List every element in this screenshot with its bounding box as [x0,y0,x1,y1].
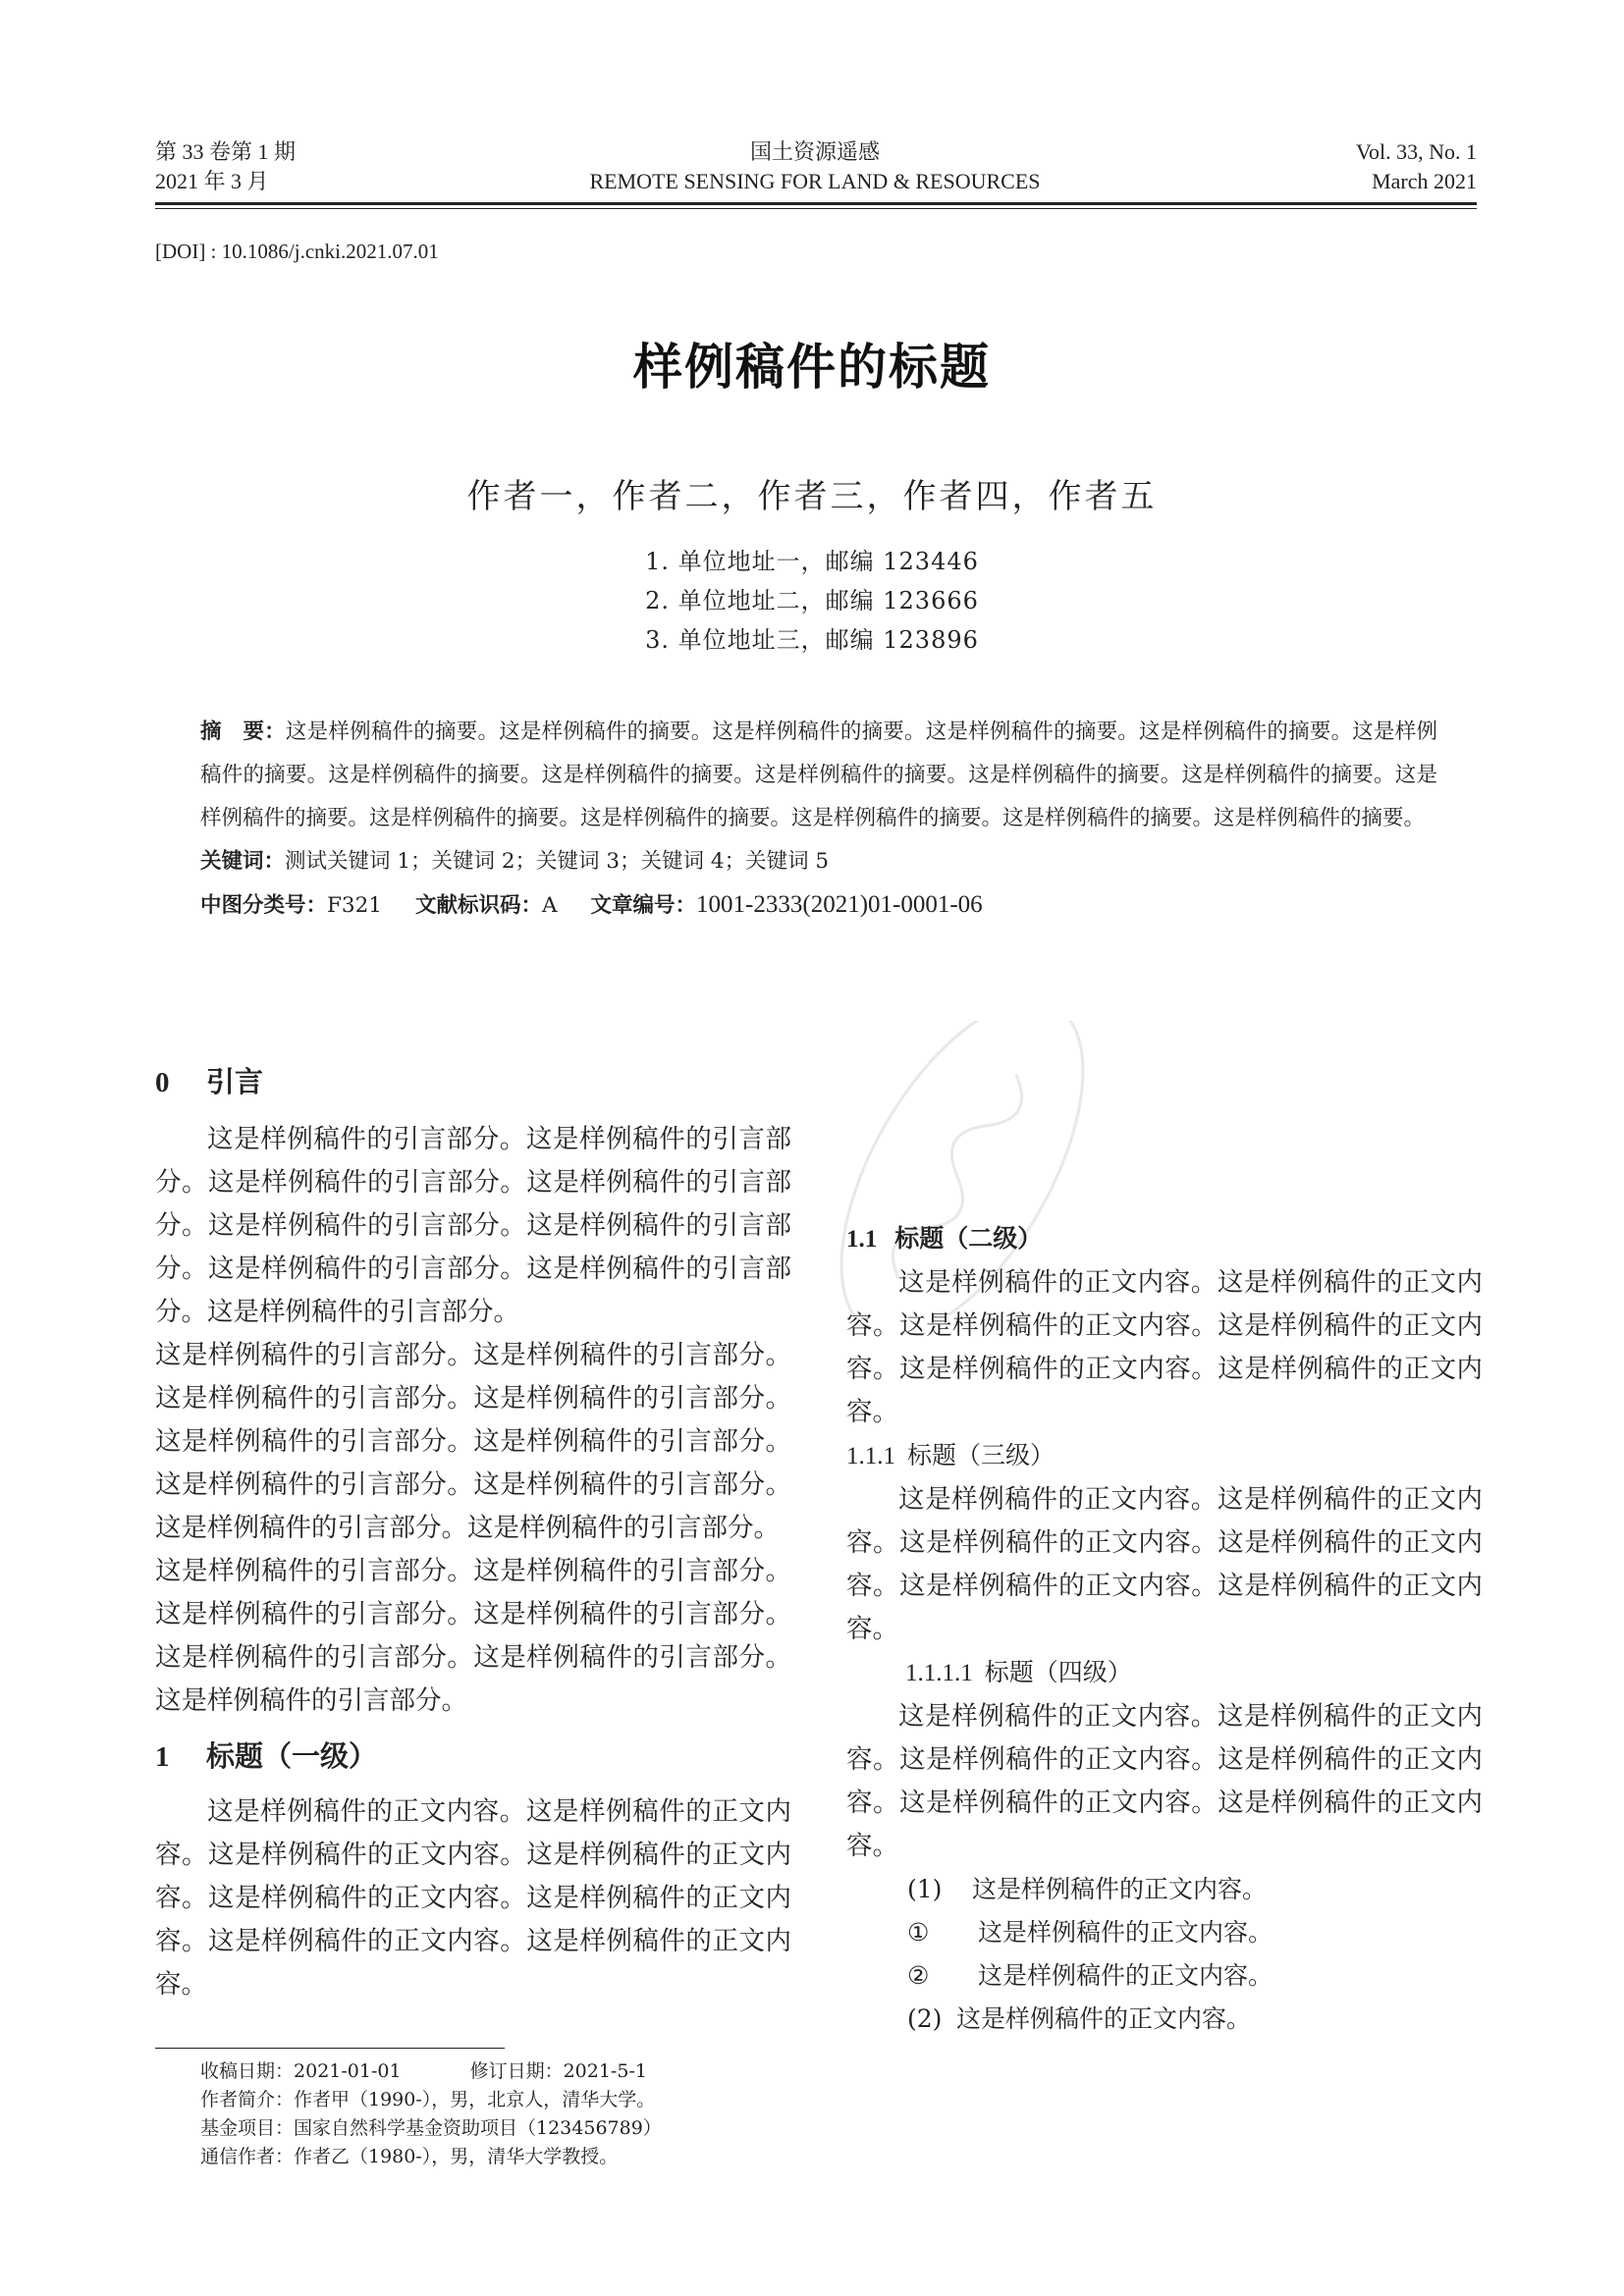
section-1-1-1-1-paragraph: 这是样例稿件的正文内容。这是样例稿件的正文内容。这是样例稿件的正文内容。这是样例稿件的正文内容。这是样例稿件的正文内容。这是样例稿件的正文内容。 [846,1701,1483,1861]
paper-title: 样例稿件的标题 [633,339,991,396]
section-heading-intro [155,1060,791,1104]
affiliation-1: 1. 单位地址一，邮编 123446 [645,548,979,575]
header-rule-thick [155,202,1477,205]
revised-date: 2021-5-1 [563,2060,647,2082]
section-1-1-1-paragraph: 这是样例稿件的正文内容。这是样例稿件的正文内容。这是样例稿件的正文内容。这是样例稿件的正文内容。这是样例稿件的正文内容。这是样例稿件的正文内容。 [846,1484,1483,1644]
section-heading-1-1-1-1 [846,1651,1483,1695]
section-title: 标题（四级） [984,1658,1132,1686]
received-date: 2021-01-01 [294,2060,402,2082]
list-item: (2) 这是样例稿件的正文内容。 [846,1998,1483,2041]
list-item: ② 这是样例稿件的正文内容。 [846,1954,1483,1998]
abstract [200,711,1437,840]
section-number: 1.1.1 [846,1443,895,1469]
section-number: 1.1 [846,1226,878,1253]
doc-code-label: 文献标识码： [414,893,542,918]
section-title: 标题（一级） [206,1739,378,1773]
journal-name-cn: 国土资源遥感 [749,139,880,164]
volume-number-en: Vol. 33, No. 1 [1355,139,1477,164]
dates-footnote: 收稿日期：2021-01-01 修订日期：2021-5-1 [200,2060,647,2082]
article-no-value: 1001-2333(2021)01-0001-06 [696,891,983,918]
abstract-block [200,711,1437,928]
section-heading-1-1-1 [846,1434,1483,1478]
doc-code-value: A [542,893,558,918]
corresponding-author-footnote: 通信作者：作者乙（1980-），男，清华大学教授。 [200,2146,619,2167]
doi: [DOI] : 10.1086/j.cnki.2021.07.01 [155,240,439,263]
journal-volume-info [1356,137,1477,196]
list-marker: ① [907,1918,930,1947]
keywords-label: 关键词： [200,849,286,874]
intro-paragraph-2: 这是样例稿件的引言部分。这是样例稿件的引言部分。这是样例稿件的引言部分。这是样例稿件的引言部分。这是样例稿件的引言部分。这是样例稿件的引言部分。这是样例稿件的引言部分。这是样例稿件的引言部分。这是样例稿件的引言部分。这是样例稿件的引言部分。 [155,1340,791,1543]
list-marker: (1) [907,1875,943,1903]
author-bio-footnote: 作者简介：作者甲（1990-），男，北京人，清华大学。 [200,2089,656,2110]
intro-paragraph: 这是样例稿件的引言部分。这是样例稿件的引言部分。这是样例稿件的引言部分。这是样例稿件的引言部分。这是样例稿件的引言部分。这是样例稿件的引言部分。这是样例稿件的引言部分。这是样例稿件的引言部分。这是样例稿件的引言部分。 [155,1124,791,1327]
list-item: (1) 这是样例稿件的正文内容。 [846,1868,1483,1911]
affiliations [0,542,1624,660]
author-list: 作者一，作者二，作者三，作者四，作者五 [466,477,1158,516]
left-column [155,1050,791,2006]
affiliation-2: 2. 单位地址二，邮编 123666 [645,587,979,614]
clc-value: F321 [327,893,382,918]
journal-name [550,137,1080,196]
abstract-text: 这是样例稿件的摘要。这是样例稿件的摘要。这是样例稿件的摘要。这是样例稿件的摘要。这是样例稿件的摘要。这是样例稿件的摘要。这是样例稿件的摘要。这是样例稿件的摘要。这是样例稿件的摘要。这是样例稿件的摘要。这是样例稿件的摘要。这是样例稿件的摘要。这是样例稿件的摘要。这是样例稿件的摘要。这是样例稿件的摘要。这是样例稿件的摘要。这是样例稿件的摘要。 [200,720,1437,830]
journal-name-en: REMOTE SENSING FOR LAND & RESOURCES [589,169,1041,193]
section-heading-1-1 [846,1217,1483,1261]
section-number: 1 [155,1741,170,1773]
abstract-label: 摘 要： [200,720,286,744]
right-column [846,1044,1483,2041]
section-1-1-paragraph: 这是样例稿件的正文内容。这是样例稿件的正文内容。这是样例稿件的正文内容。这是样例稿件的正文内容。这是样例稿件的正文内容。这是样例稿件的正文内容。 [846,1267,1483,1427]
header-rule-thin [155,208,1477,209]
section-1-paragraph: 这是样例稿件的正文内容。这是样例稿件的正文内容。这是样例稿件的正文内容。这是样例稿件的正文内容。这是样例稿件的正文内容。这是样例稿件的正文内容。这是样例稿件的正文内容。这是样例稿件的正文内容。 [155,1796,791,2000]
issue-date-en: March 2021 [1372,169,1477,193]
list-item: ① 这是样例稿件的正文内容。 [846,1911,1483,1954]
list-marker: (2) [907,2004,943,2033]
intro-paragraph-3: 这是样例稿件的引言部分。这是样例稿件的引言部分。这是样例稿件的引言部分。这是样例稿件的引言部分。这是样例稿件的引言部分。这是样例稿件的引言部分。这是样例稿件的引言部分。 [155,1556,791,1716]
list-marker: ② [907,1961,930,1990]
journal-issue-info [155,137,296,196]
classification-line [200,883,1437,928]
section-title: 标题（三级） [907,1441,1056,1469]
keywords [200,840,1437,883]
affiliation-3: 3. 单位地址三，邮编 123896 [645,626,979,654]
footnote-rule [155,2048,505,2049]
issue-date: 2021 年 3 月 [155,169,269,193]
fund-footnote: 基金项目：国家自然科学基金资助项目（123456789） [200,2117,662,2139]
volume-issue: 第 33 卷第 1 期 [155,139,297,164]
section-number: 0 [155,1067,170,1098]
footnotes [200,2057,662,2171]
keywords-text: 测试关键词 1；关键词 2；关键词 3；关键词 4；关键词 5 [285,849,830,874]
article-no-label: 文章编号： [590,893,697,918]
section-heading-1 [155,1735,791,1779]
clc-label: 中图分类号： [200,893,328,918]
section-title: 标题（二级） [894,1224,1043,1253]
section-number: 1.1.1.1 [905,1660,973,1686]
section-title: 引言 [206,1065,264,1098]
